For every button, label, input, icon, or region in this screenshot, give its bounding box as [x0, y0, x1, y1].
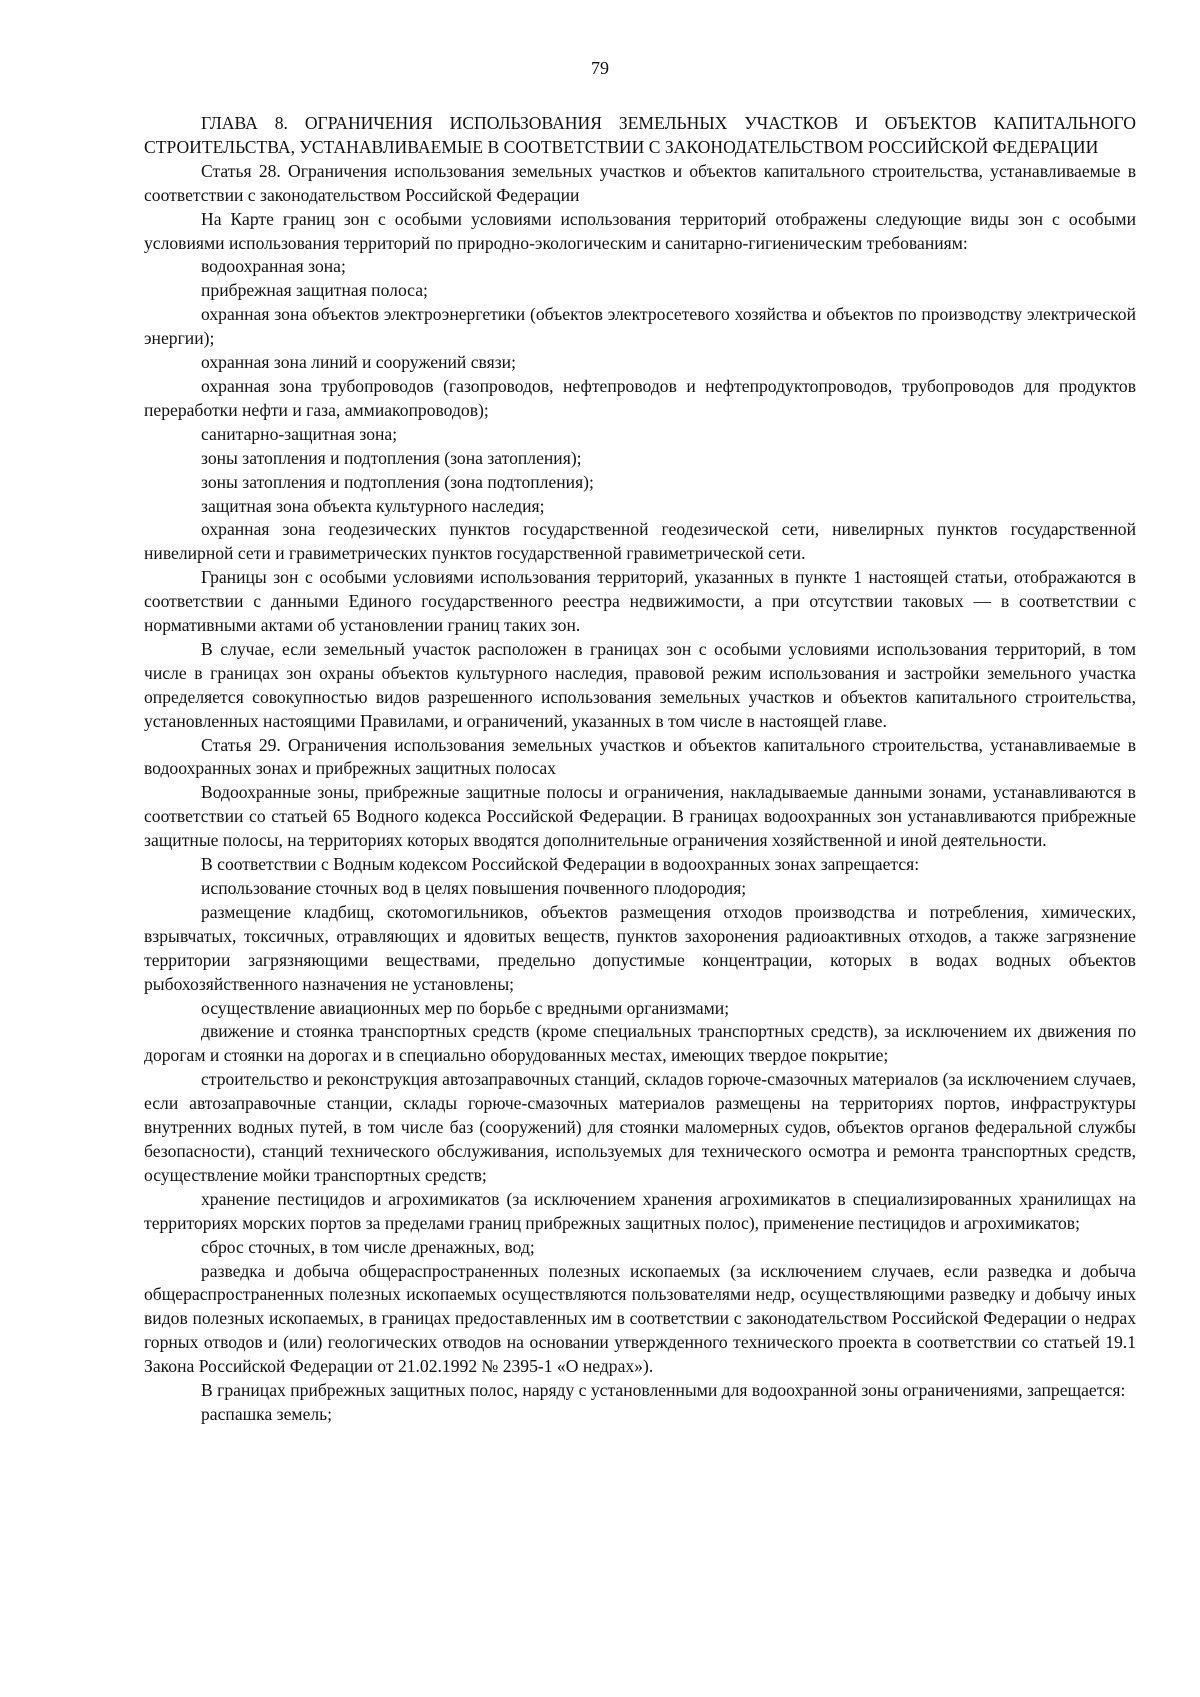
paragraph: Водоохранные зоны, прибрежные защитные полосы и ограничения, накладываемые данными зонами, устанавливаются в соответствии со статьей 65 Водного кодекса Российской Федерации. В границах водоохранных зон устанавливаются прибрежные защитные полосы, на территориях которых вводятся дополнительные ограничения хозяйственной и иной деятельности.: [144, 782, 1136, 851]
paragraph: В границах прибрежных защитных полос, наряду с установленными для водоохранной зоны ограничениями, запрещается:: [201, 1380, 1126, 1401]
paragraph: В случае, если земельный участок расположен в границах зон с особыми условиями использования территорий, в том числе в границах зон охраны объектов культурного наследия, правовой режим использования и застройки земельного участка определяется совокупностью видов разрешенного использования земельных участков и объектов капитального строительства, установленных настоящими Правилами, и ограничений, указанных в том числе в настоящей главе.: [144, 638, 1136, 731]
list-item: хранение пестицидов и агрохимикатов (за исключением хранения агрохимикатов в специализированных хранилищах на территориях морских портов за пределами границ прибрежных защитных полос), применение пестицидов и агрохимикатов;: [144, 1188, 1136, 1233]
list-item: охранная зона объектов электроэнергетики (объектов электросетевого хозяйства и объектов по производству электрической энергии);: [144, 304, 1136, 349]
list-item: сброс сточных, в том числе дренажных, вод;: [201, 1236, 535, 1257]
list-item: осуществление авиационных мер по борьбе с вредными организмами;: [201, 997, 730, 1018]
paragraph: На Карте границ зон с особыми условиями использования территорий отображены следующие виды зон с особыми условиями использования территорий по природно-экологическим и санитарно-гигиеническим требованиям:: [144, 208, 1136, 253]
list-item: размещение кладбищ, скотомогильников, объектов размещения отходов производства и потребления, химических, взрывчатых, токсичных, отравляющих и ядовитых веществ, пунктов захоронения радиоактивных отходов, а также загрязнение территории загрязняющими веществами, предельно допустимые концентрации, которых в водах водных объектов рыбохозяйственного назначения не установлены;: [144, 901, 1136, 994]
paragraph: В соответствии с Водным кодексом Российской Федерации в водоохранных зонах запрещается:: [201, 854, 920, 875]
page-number: 79: [591, 58, 609, 78]
paragraph: Границы зон с особыми условиями использования территорий, указанных в пункте 1 настоящей статьи, отображаются в соответствии с данными Единого государственного реестра недвижимости, а при отсутствии таковых — в соответствии с нормативными актами об установлении границ таких зон.: [144, 567, 1136, 636]
document-body: [144, 112, 1136, 1427]
chapter-heading: ГЛАВА 8. ОГРАНИЧЕНИЯ ИСПОЛЬЗОВАНИЯ ЗЕМЕЛЬНЫХ УЧАСТКОВ И ОБЪЕКТОВ КАПИТАЛЬНОГО СТРОИТЕЛЬСТВА, УСТАНАВЛИВАЕМЫЕ В СООТВЕТСТВИИ С ЗАКОНОДАТЕЛЬСТВОМ РОССИЙСКОЙ ФЕДЕРАЦИИ: [144, 113, 1136, 157]
list-item: распашка земель;: [201, 1403, 333, 1424]
list-item: водоохранная зона;: [201, 256, 346, 277]
list-item: охранная зона линий и сооружений связи;: [201, 352, 516, 373]
list-item: разведка и добыча общераспространенных полезных ископаемых (за исключением случаев, если разведка и добыча общераспространенных полезных ископаемых осуществляются пользователями недр, осуществляющими разведку и добычу иных видов полезных ископаемых, в границах предоставленных им в соответствии с законодательством Российской Федерации о недрах горных отводов и (или) геологических отводов на основании утвержденного технического проекта в соответствии со статьей 19.1 Закона Российской Федерации от 21.02.1992 № 2395-1 «О недрах»).: [144, 1260, 1136, 1377]
list-item: охранная зона трубопроводов (газопроводов, нефтепроводов и нефтепродуктопроводов, трубопроводов для продуктов переработки нефти и газа, аммиакопроводов);: [144, 375, 1136, 420]
article-28-title: Статья 28. Ограничения использования земельных участков и объектов капитального строительства, устанавливаемые в соответствии с законодательством Российской Федерации: [144, 160, 1136, 205]
list-item: охранная зона геодезических пунктов государственной геодезической сети, нивелирных пунктов государственной нивелирной сети и гравиметрических пунктов государственной гравиметрической сети.: [144, 519, 1136, 564]
list-item: строительство и реконструкция автозаправочных станций, складов горюче-смазочных материалов (за исключением случаев, если автозаправочные станции, склады горюче-смазочных материалов размещены на территориях портов, инфраструктуры внутренних водных путей, в том числе баз (сооружений) для стоянки маломерных судов, объектов органов федеральной службы безопасности), станций технического обслуживания, используемых для технического осмотра и ремонта транспортных средств, осуществление мойки транспортных средств;: [144, 1069, 1137, 1185]
list-item: зоны затопления и подтопления (зона подтопления);: [201, 471, 594, 492]
article-29-title: Статья 29. Ограничения использования земельных участков и объектов капитального строительства, устанавливаемые в водоохранных зонах и прибрежных защитных полосах: [144, 734, 1136, 779]
list-item: движение и стоянка транспортных средств (кроме специальных транспортных средств), за исключением их движения по дорогам и стоянки на дорогах и в специально оборудованных местах, имеющих твердое покрытие;: [144, 1021, 1136, 1066]
list-item: санитарно-защитная зона;: [201, 423, 398, 444]
list-item: зоны затопления и подтопления (зона затопления);: [201, 447, 582, 468]
list-item: защитная зона объекта культурного наследия;: [201, 495, 545, 516]
list-item: прибрежная защитная полоса;: [201, 280, 428, 301]
list-item: использование сточных вод в целях повышения почвенного плодородия;: [201, 878, 747, 898]
